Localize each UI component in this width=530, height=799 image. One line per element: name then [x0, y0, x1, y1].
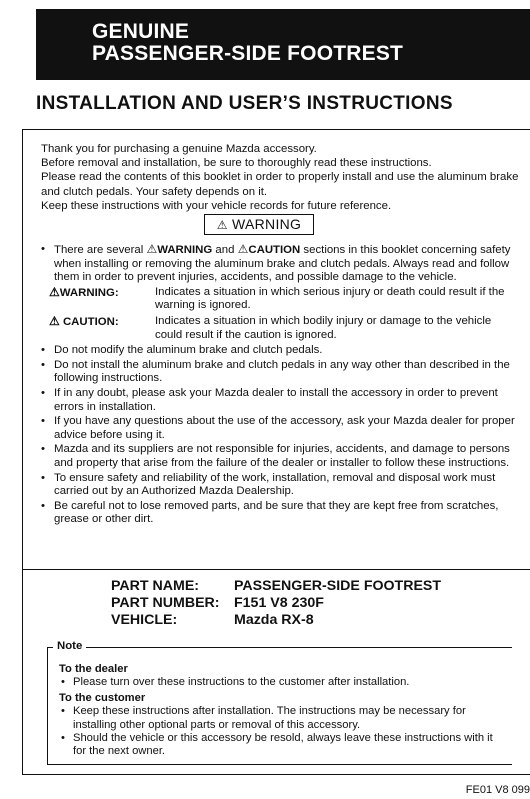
part-number-row: PART NUMBER: F151 V8 230F — [111, 595, 324, 611]
bullet-dot-icon: • — [61, 705, 65, 718]
bullet-dot-icon: • — [41, 415, 45, 428]
title-line-2: PASSENGER-SIDE FOOTREST — [92, 42, 404, 65]
frame-top-border — [22, 129, 530, 130]
document-code: FE01 V8 099 — [465, 784, 530, 796]
intro-line: Please read the contents of this booklet in order to properly install and use the aluminum brake and clutch pedals. Your safety depends on it. — [41, 171, 519, 198]
warning-box-label: WARNING — [232, 216, 302, 232]
intro-line: Thank you for purchasing a genuine Mazda accessory. — [41, 143, 317, 155]
list-item: • Should the vehicle or this accessory be resold, always leave these instructions with it for the next owner. — [61, 732, 493, 758]
vehicle-row: VEHICLE: Mazda RX-8 — [111, 612, 314, 628]
bullet-dot-icon: • — [41, 471, 45, 484]
list-item: • Do not modify the aluminum brake and clutch pedals. — [41, 344, 323, 357]
list-item: • Please turn over these instructions to the customer after installation. — [61, 676, 410, 689]
note-label: Note — [53, 640, 86, 652]
bullet-dot-icon: • — [61, 676, 65, 689]
caution-triangle-icon: ⚠ — [237, 242, 249, 256]
title-line-1: GENUINE — [92, 20, 190, 43]
warning-triangle-icon: ⚠ — [49, 284, 60, 299]
bullet-dot-icon: • — [41, 344, 45, 357]
caution-triangle-icon: ⚠ — [49, 313, 60, 328]
definition-caution: ⚠ CAUTION: Indicates a situation in which bodily injury or damage to the vehicle could result if the caution is ignored. — [49, 313, 492, 341]
part-name-row: PART NAME: PASSENGER-SIDE FOOTREST — [111, 578, 442, 594]
note-content — [59, 661, 499, 759]
instructions-heading: INSTALLATION AND USER’S INSTRUCTIONS — [36, 93, 453, 114]
warning-triangle-icon: ⚠ — [216, 218, 228, 232]
bullet-dot-icon: • — [41, 386, 45, 399]
intro-line: Before removal and installation, be sure to thoroughly read these instructions. — [41, 157, 432, 170]
dealer-heading: To the dealer — [59, 663, 128, 675]
customer-heading: To the customer — [59, 691, 146, 704]
list-item: • Do not install the aluminum brake and clutch pedals in any way other than described in the following instructions. — [41, 358, 510, 385]
bullet-dot-icon: • — [61, 732, 65, 745]
safety-list — [41, 243, 517, 528]
section-divider — [22, 569, 530, 570]
warning-triangle-icon: ⚠ — [146, 242, 158, 256]
warning-box — [204, 214, 314, 235]
list-item: • Be careful not to lose removed parts, and be sure that they are kept free from scratches, grease or other dirt. — [41, 499, 499, 526]
list-item: • To ensure safety and reliability of the work, installation, removal and disposal work must carried out by an Authorized Mazda Dealership. — [41, 471, 496, 498]
list-item: • If in any doubt, please ask your Mazda dealer to install the accessory in order to prevent errors in installation. — [41, 386, 498, 413]
part-info — [111, 578, 441, 629]
bullet-dot-icon: • — [41, 499, 45, 512]
frame-left-border — [22, 129, 23, 775]
list-item: • Mazda and its suppliers are not responsible for injuries, accidents, and damage to persons and property that arise from the failure of the dealer or installer to follow these instructions. — [41, 443, 510, 469]
list-item: • If you have any questions about the use of the accessory, ask your Mazda dealer for proper advice before using it. — [41, 415, 515, 441]
list-item: • There are several ⚠WARNING and ⚠CAUTION sections in this booklet concerning safety when installing or removing the aluminum brake and clutch pedals. Always read and follow them in order to prevent injuries, accidents, and possible damage to the vehicle. — [41, 242, 511, 284]
bullet-dot-icon: • — [41, 358, 45, 371]
definition-warning: ⚠WARNING: Indicates a situation in which serious injury or death could result if the warning is ignored. — [49, 284, 505, 312]
bullet-dot-icon: • — [41, 443, 45, 456]
frame-bottom-border — [22, 774, 530, 775]
bullet-dot-icon: • — [41, 243, 45, 255]
title-banner — [36, 9, 530, 80]
list-item: • Keep these instructions after installation. The instructions may be necessary for installing other optional parts or removal of this accessory. — [61, 705, 466, 731]
intro-line: Keep these instructions with your vehicle records for future reference. — [41, 199, 392, 212]
intro-paragraph — [41, 142, 521, 213]
